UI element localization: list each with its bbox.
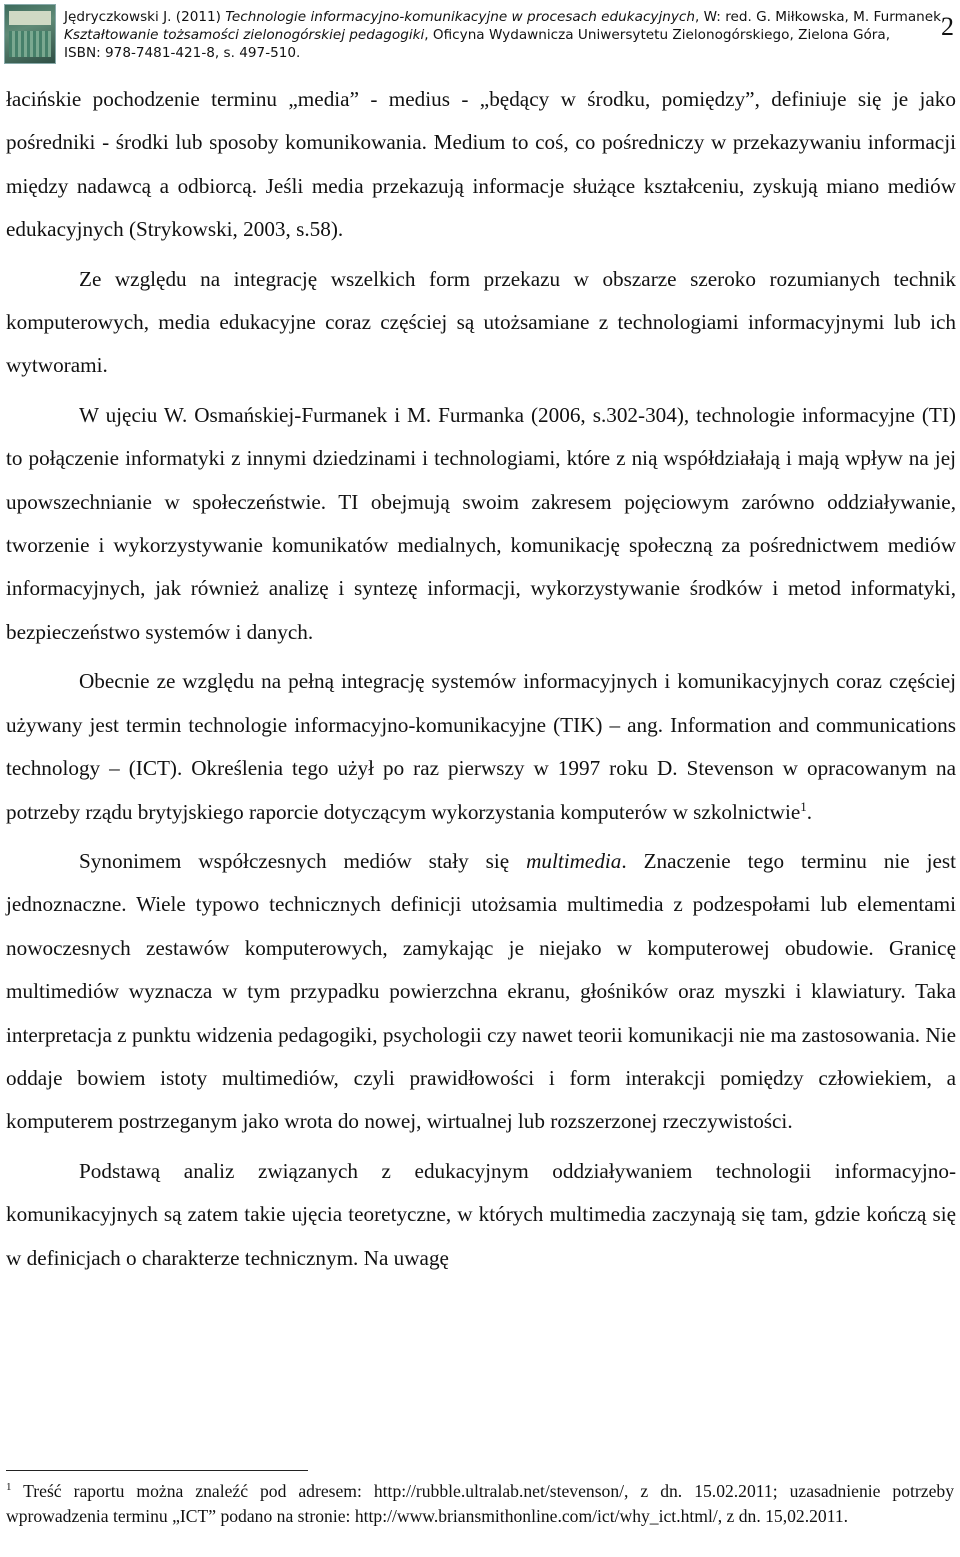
paragraph-text: . Znaczenie tego terminu nie jest jednoznaczne. Wiele typowo technicznych definicji utożsamia multimedia z podzespołami lub elementami nowoczesnych zestawów komputerowych, zamykając je niejako w komputerowej obudowie. Granicę multimediów wyznacza w tym przypadku powierzchna ekranu, głośników oraz myszki i klawiatury. Taka interpretacja z punktu widzenia pedagogiki, psychologii czy nawet teorii komunikacji nie ma zastosowania. Nie oddaje bowiem istoty multimediów, czyli prawidłowości i form interakcji pomiędzy człowiekiem, a komputerem postrzeganym jako wrota do nowej, wirtualnej lub rozszerzonej rzeczywistości. xyxy=(6,848,956,1134)
citation-header xyxy=(64,8,946,62)
paragraph-text: Obecnie ze względu na pełną integrację systemów informacyjnych i komunikacyjnych coraz częściej używany jest termin technologie informacyjno-komunikacyjne (TIK) – ang. Information and communications technology – (ICT). Określenia tego użył po raz pierwszy w 1997 roku D. Stevenson w opracowanym na potrzeby rządu brytyjskiego raporcie dotyczącym wykorzystania komputerów w szkolnictwie xyxy=(6,669,956,824)
body-text xyxy=(6,78,956,1280)
paragraph: łacińskie pochodzenie terminu „media” - medius - „będący w środku, pomiędzy”, definiuje się je jako pośredniki - środki lub sposoby komunikowania. Medium to coś, co pośredniczy w przekazywaniu informacji między nadawcą a odbiorcą. Jeśli media przekazują informacje służące kształceniu, zyskują miano mediów edukacyjnych (Strykowski, 2003, s.58). xyxy=(6,87,956,242)
footnote-separator xyxy=(6,1470,308,1471)
citation-line-1 xyxy=(64,8,946,26)
citation-chapter-title: Technologie informacyjno-komunikacyjne w procesach edukacyjnych xyxy=(225,9,696,25)
footnote-text: Treść raportu można znaleźć pod adresem: http://rubble.ultralab.net/stevenson/, z dn. 15.02.2011; uzasadnienie potrzeby wprowadzenia terminu „ICT” podano na stronie: http://www.briansmithonline.com/ict/why_ict.html/, z dn. 15,02.2011. xyxy=(6,1481,954,1526)
paragraph-text: Synonimem współczesnych mediów stały się xyxy=(79,848,527,873)
page-number: 2 xyxy=(941,12,954,41)
paragraph: Ze względu na integrację wszelkich form przekazu w obszarze szeroko rozumianych technik komputerowych, media edukacyjne coraz częściej są utożsamiane z technologiami informacyjnymi lub ich wytworami. xyxy=(6,266,956,378)
paragraph: Podstawą analiz związanych z edukacyjnym oddziaływaniem technologii informacyjno-komunikacyjnych są zatem takie ujęcia teoretyczne, w których multimedia zaczynają się tam, gdzie kończą się w definicjach o charakterze technicznym. Na uwagę xyxy=(6,1158,956,1270)
footnote-reference[interactable]: 1 xyxy=(800,798,807,814)
paragraph-end: . xyxy=(806,799,813,824)
citation-line-2 xyxy=(64,26,904,44)
citation-publisher: , Oficyna Wydawnicza Uniwersytetu Zielonogórskiego, Zielona Góra, xyxy=(424,27,891,43)
footnote xyxy=(6,1479,954,1529)
citation-isbn: ISBN: 978-7481-421-8, s. 497-510. xyxy=(64,45,301,61)
citation-author: Jędryczkowski J. (2011) xyxy=(64,9,226,25)
page-header xyxy=(0,0,960,68)
cover-image-band xyxy=(9,31,51,57)
footnote-marker: 1 xyxy=(6,1481,12,1494)
italic-term: multimedia xyxy=(526,848,622,873)
citation-book-title: Kształtowanie tożsamości zielonogórskiej pedagogiki xyxy=(64,27,425,43)
paragraph xyxy=(6,840,956,1144)
book-cover-thumbnail xyxy=(4,4,56,64)
cover-title-band xyxy=(9,11,51,25)
paragraph: W ujęciu W. Osmańskiej-Furmanek i M. Furmanka (2006, s.302-304), technologie informacyjne (TI) to połączenie informatyki z innymi dziedzinami i technologiami, które z nią współdziałają i mają wpływ na jej upowszechnianie w społeczeństwie. TI obejmują swoim zakresem pojęciowym zarówno oddziaływanie, tworzenie i wykorzystywanie komunikatów medialnych, komunikację społeczną za pośrednictwem mediów informacyjnych, jak również analizę i syntezę informacji, wykorzystywanie środków i metod informatyki, bezpieczeństwo systemów i danych. xyxy=(6,402,956,644)
citation-editors: , W: red. G. Miłkowska, M. Furmanek, xyxy=(695,9,946,25)
paragraph xyxy=(6,660,956,834)
